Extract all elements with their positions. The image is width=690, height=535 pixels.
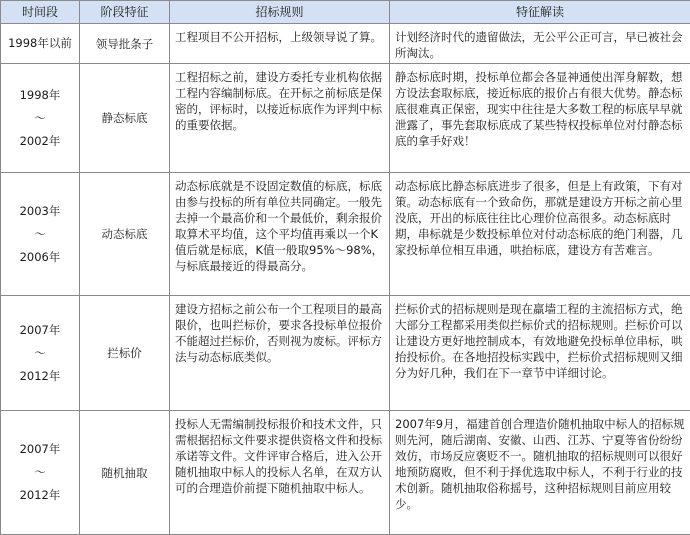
- interpretation-cell: 计划经济时代的遗留做法，无公平公正可言，早已被社会所淘汰。: [390, 24, 690, 64]
- period-end: 2012年: [3, 487, 77, 504]
- rule-cell: 建设方招标之前公布一个工程项目的最高限价，也叫拦标价，要求各投标单位报价不能超过拦标价，否则视为废标。评标方法与动态标底类似。: [170, 296, 390, 411]
- period-end: 2002年: [3, 133, 77, 150]
- period-tilde: ～: [3, 226, 77, 243]
- feature-cell: 领导批条子: [80, 24, 170, 64]
- period-tilde: ～: [3, 110, 77, 127]
- header-feature: 阶段特征: [80, 1, 170, 24]
- period-cell: [1, 173, 80, 296]
- interpretation-cell: 拦标价式的招标规则是现在羸墙工程的主流招标方式，绝大部分工程都采用类似拦标价式的招标规则。拦标价可以让建设方更好地控制成本，有效地避免投标单位串标，哄抬投标价。在各地招投标实践中，拦标价式招标规则又细分为好几种，我们在下一章节中详细讨论。: [390, 296, 690, 411]
- rule-cell: 动态标底就是不设固定数值的标底，标底由参与投标的所有单位共同确定。一般先去掉一个最高价和一个最低价，剩余报价取算术平均值，这个平均值再乘以一个K值后就是标底，K值一般取95%～98%，与标底最接近的得最高分。: [170, 173, 390, 296]
- header-period: 时间段: [1, 1, 80, 24]
- interpretation-cell: 2007年9月，福建首创合理造价随机抽取中标人的招标规则先河，随后湖南、安徽、山西、江苏、宁夏等省份纷纷效仿，市场反应褒贬不一。随机抽取的招标规则可以很好地预防腐败，但不利于择优选取中标人，不利于行业的技术创新。随机抽取俗称摇号，这种招标规则目前应用较少。: [390, 411, 690, 535]
- period-start: 1998年: [3, 87, 77, 104]
- feature-cell: 拦标价: [80, 296, 170, 411]
- period-cell: [1, 64, 80, 173]
- table-row: [1, 296, 690, 411]
- interpretation-cell: 静态标底时期，投标单位都会各显神通使出浑身解数，想方设法套取标底，接近标底的报价占有很大优势。静态标底很难真正保密，现实中往往是大多数工程的标底早早就泄露了，事先套取标底成了某些特权投标单位对付静态标底的拿手好戏！: [390, 64, 690, 173]
- rule-cell: 工程招标之前，建设方委托专业机构依据工程内容编制标底。在开标之前标底是保密的，评标时，以接近标底作为评判中标的重要依据。: [170, 64, 390, 173]
- header-row: [1, 1, 690, 24]
- rule-cell: 工程项目不公开招标，上级领导说了算。: [170, 24, 390, 64]
- feature-cell: 静态标底: [80, 64, 170, 173]
- table-row: [1, 64, 690, 173]
- period-start: 2007年: [3, 322, 77, 339]
- rule-cell: 投标人无需编制投标报价和技术文件，只需根据招标文件要求提供资格文件和投标承诺等文件。文件评审合格后，进入公开随机抽取中标人的投标人名单，在双方认可的合理造价前提下随机抽取中标人。: [170, 411, 390, 535]
- feature-cell: 动态标底: [80, 173, 170, 296]
- period-start: 2003年: [3, 203, 77, 220]
- period-end: 2006年: [3, 249, 77, 266]
- period-tilde: ～: [3, 464, 77, 481]
- feature-cell: 随机抽取: [80, 411, 170, 535]
- period-cell: [1, 411, 80, 535]
- header-rule: 招标规则: [170, 1, 390, 24]
- header-interpretation: 特征解读: [390, 1, 690, 24]
- period-start: 1998年以前: [8, 36, 72, 50]
- interpretation-cell: 动态标底比静态标底进步了很多，但是上有政策，下有对策。动态标底有一个致命伤，那就是建设方开标之前心里没底，开出的标底往往比心理价位高很多。动态标底时期，串标就是少数投标单位对付动态标底的绝门利器，几家投标单位相互串通，哄抬标底，建设方有苦难言。: [390, 173, 690, 296]
- period-cell: [1, 24, 80, 64]
- table-row: [1, 411, 690, 535]
- period-tilde: ～: [3, 345, 77, 362]
- period-start: 2007年: [3, 441, 77, 458]
- period-end: 2012年: [3, 368, 77, 385]
- table-row: [1, 24, 690, 64]
- table-row: [1, 173, 690, 296]
- period-cell: [1, 296, 80, 411]
